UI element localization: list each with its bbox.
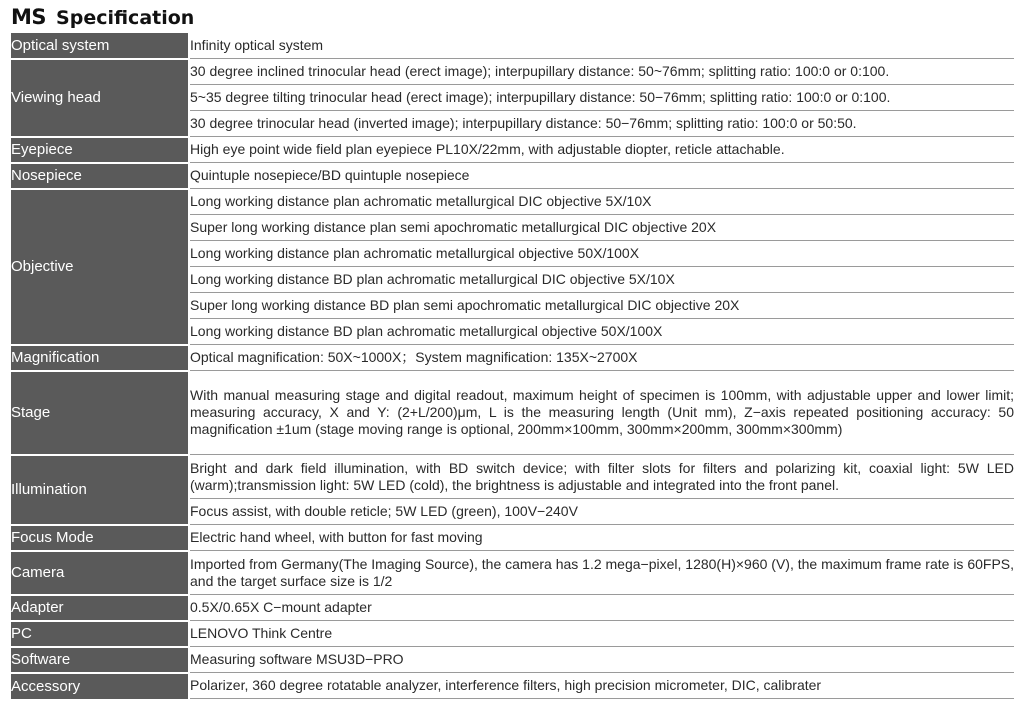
spec-value: 30 degree trinocular head (inverted image); interpupillary distance: 50−76mm; splitting ratio: 100:0 or 50:50. (189, 111, 1014, 137)
spec-row (11, 621, 1014, 647)
spec-label: Camera (11, 551, 189, 595)
spec-value: 0.5X/0.65X C−mount adapter (189, 595, 1014, 621)
specification-table (11, 33, 1014, 699)
spec-label: Software (11, 647, 189, 673)
spec-value: Electric hand wheel, with button for fast moving (189, 525, 1014, 551)
spec-label: Focus Mode (11, 525, 189, 551)
spec-row (11, 59, 1014, 85)
spec-row (11, 551, 1014, 595)
spec-label: Eyepiece (11, 137, 189, 163)
spec-row (11, 189, 1014, 215)
spec-value: Polarizer, 360 degree rotatable analyzer, interference filters, high precision micrometer, DIC, calibrater (189, 673, 1014, 699)
spec-value: Bright and dark field illumination, with BD switch device; with filter slots for filters and polarizing kit, coaxial light: 5W LED (warm);transmission light: 5W LED (cold), the brightness is adjustable and integrated into the front panel. (189, 455, 1014, 499)
spec-value: 30 degree inclined trinocular head (erect image); interpupillary distance: 50~76mm; splitting ratio: 100:0 or 0:100. (189, 59, 1014, 85)
spec-value: Super long working distance plan semi apochromatic metallurgical DIC objective 20X (189, 215, 1014, 241)
spec-label: Magnification (11, 345, 189, 371)
spec-label: Viewing head (11, 59, 189, 137)
spec-label: PC (11, 621, 189, 647)
spec-label: Accessory (11, 673, 189, 699)
spec-value: Infinity optical system (189, 33, 1014, 59)
spec-value: High eye point wide field plan eyepiece PL10X/22mm, with adjustable diopter, reticle attachable. (189, 137, 1014, 163)
spec-value: Measuring software MSU3D−PRO (189, 647, 1014, 673)
spec-value: Long working distance BD plan achromatic metallurgical DIC objective 5X/10X (189, 267, 1014, 293)
spec-value: Super long working distance BD plan semi apochromatic metallurgical DIC objective 20X (189, 293, 1014, 319)
spec-label: Optical system (11, 33, 189, 59)
spec-row (11, 345, 1014, 371)
spec-row (11, 163, 1014, 189)
spec-value: Long working distance BD plan achromatic metallurgical objective 50X/100X (189, 319, 1014, 345)
spec-row (11, 595, 1014, 621)
spec-value: Focus assist, with double reticle; 5W LED (green), 100V−240V (189, 499, 1014, 525)
spec-row (11, 371, 1014, 455)
spec-row (11, 647, 1014, 673)
page-title: Specification (56, 7, 195, 29)
spec-label: Nosepiece (11, 163, 189, 189)
spec-value: Optical magnification: 50X~1000X；System magnification: 135X~2700X (189, 345, 1014, 371)
spec-value: Quintuple nosepiece/BD quintuple nosepiece (189, 163, 1014, 189)
spec-value: Long working distance plan achromatic metallurgical objective 50X/100X (189, 241, 1014, 267)
spec-value: Imported from Germany(The Imaging Source), the camera has 1.2 mega−pixel, 1280(H)×960 (V), the maximum frame rate is 60FPS, and the target surface size is 1/2 (189, 551, 1014, 595)
spec-row (11, 137, 1014, 163)
model-code: MS (11, 5, 47, 29)
spec-label: Objective (11, 189, 189, 345)
spec-value: LENOVO Think Centre (189, 621, 1014, 647)
spec-row (11, 455, 1014, 499)
spec-value: Long working distance plan achromatic metallurgical DIC objective 5X/10X (189, 189, 1014, 215)
spec-title (11, 5, 194, 31)
spec-label: Illumination (11, 455, 189, 525)
spec-row (11, 525, 1014, 551)
spec-label: Stage (11, 371, 189, 455)
spec-value: 5~35 degree tilting trinocular head (erect image); interpupillary distance: 50−76mm; splitting ratio: 100:0 or 0:100. (189, 85, 1014, 111)
spec-value: With manual measuring stage and digital readout, maximum height of specimen is 100mm, with adjustable upper and lower limit; measuring accuracy, X and Y: (2+L/200)μm, L is the measuring length (Unit mm), Z−axis repeated positioning accuracy: 50 magnification ±1um (stage moving range is optional, 200mm×100mm, 300mm×200mm, 300mm×300mm) (189, 371, 1014, 455)
spec-row (11, 33, 1014, 59)
spec-row (11, 673, 1014, 699)
spec-label: Adapter (11, 595, 189, 621)
